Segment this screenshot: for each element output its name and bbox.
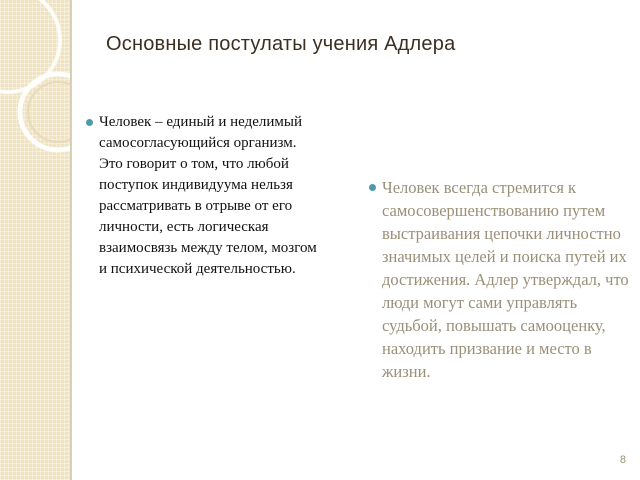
left-bullet-text: Человек – единый и неделимый самосогласующийся организм. Это говорит о том, что любой поступок индивидуума нельзя рассматривать в отрыве от его личности, есть логическая взаимосвязь между телом, мозгом и психической деятельностью. [99, 114, 317, 277]
bullet-dot-icon [369, 184, 376, 191]
decorative-side-band [0, 0, 70, 480]
band-divider [70, 0, 72, 480]
slide-title: Основные постулаты учения Адлера [106, 33, 456, 55]
bullet-dot-icon [86, 119, 93, 126]
left-bullet [86, 112, 322, 280]
right-bullet [369, 176, 629, 383]
decorative-circles [0, 0, 70, 480]
page-number: 8 [619, 454, 626, 466]
right-bullet-text: Человек всегда стремится к самосовершенствованию путем выстраивания цепочки личностно значимых целей и поиска путей их достижения. Адлер утверждал, что люди могут сами управлять судьбой, повышать самооценку, находить призвание и место в жизни. [382, 178, 629, 381]
